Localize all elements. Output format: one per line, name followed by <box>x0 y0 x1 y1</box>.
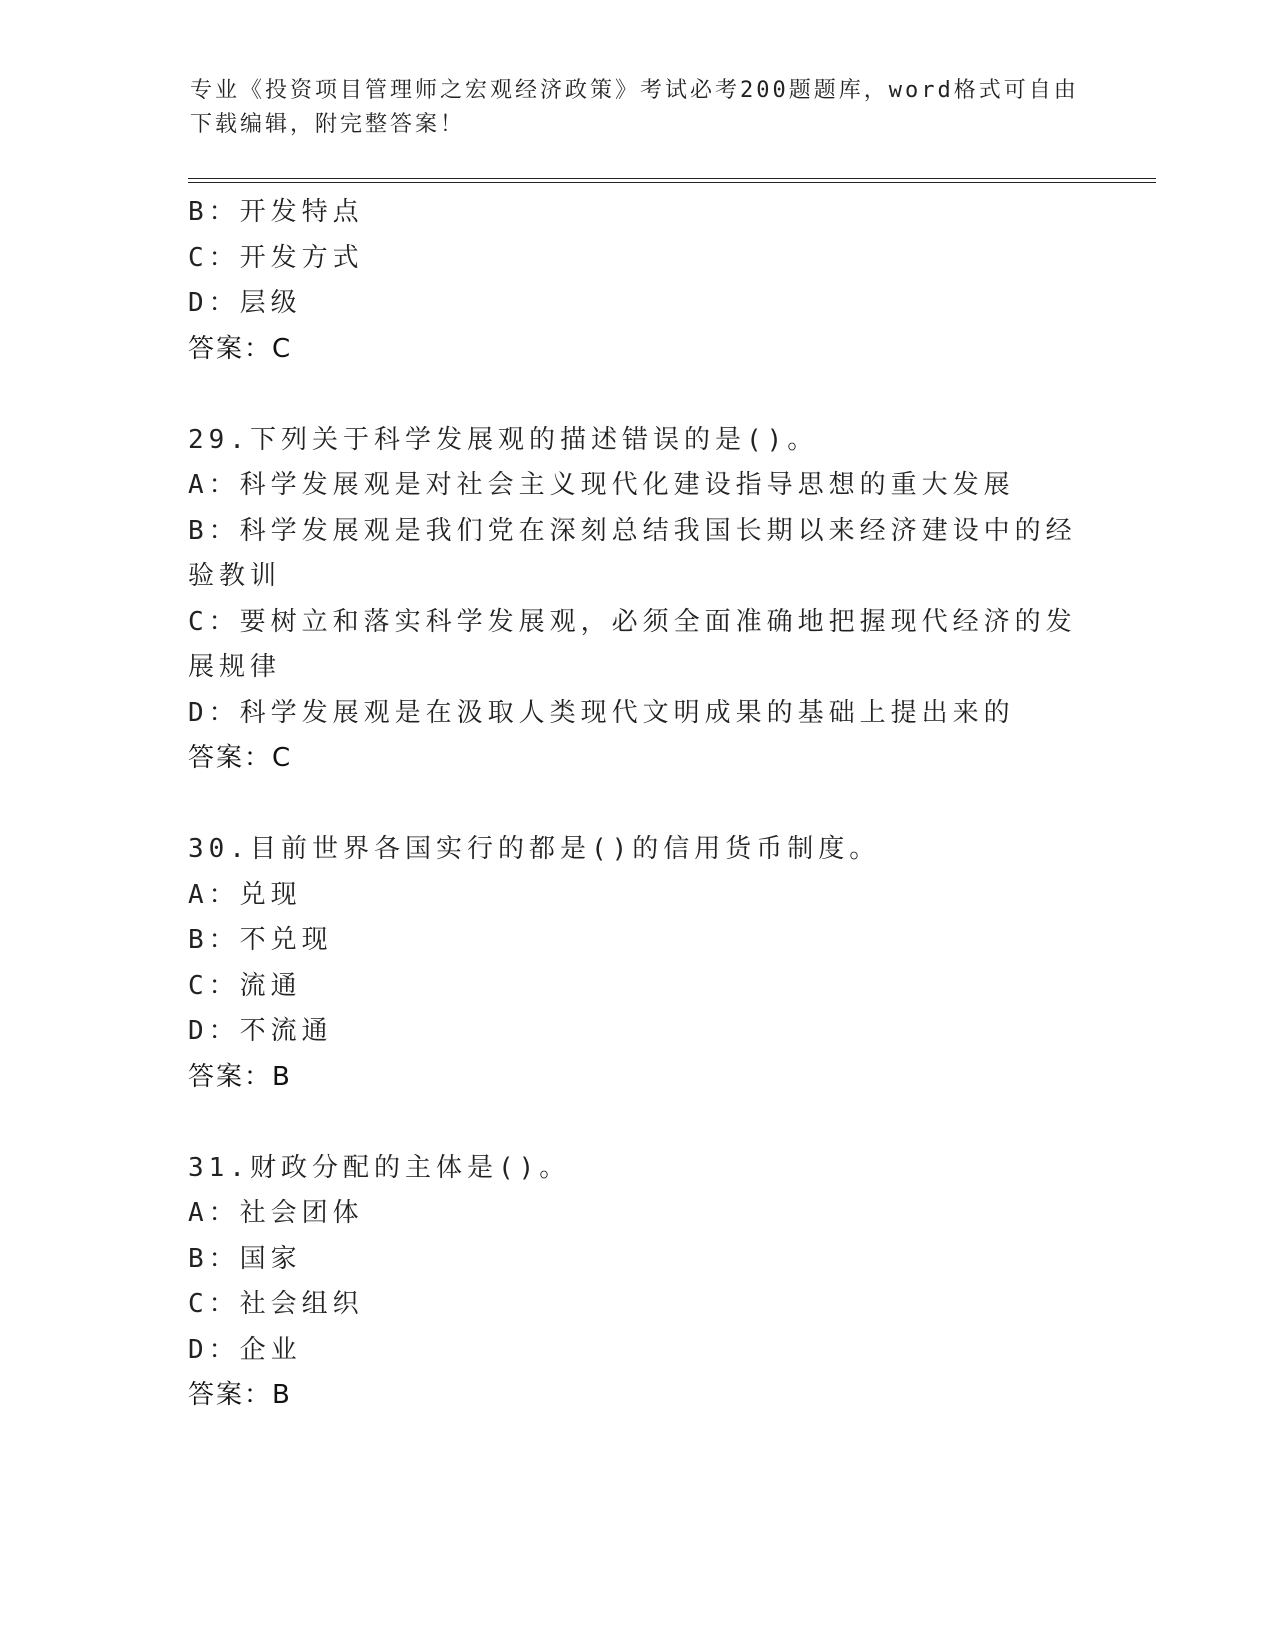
question-block-31 <box>188 1146 1088 1419</box>
answer-line: 答案：C <box>188 743 293 773</box>
spacer <box>188 372 1088 418</box>
question-block-30 <box>188 827 1088 1100</box>
option-a: A：兑现 <box>188 879 302 910</box>
option-c: C：开发方式 <box>188 242 364 273</box>
option-d: D：层级 <box>188 288 302 318</box>
question-list <box>188 190 1088 1419</box>
question-text: 31.财政分配的主体是()。 <box>188 1152 571 1183</box>
option-c: C：社会组织 <box>188 1289 364 1319</box>
option-d: D：不流通 <box>188 1016 333 1046</box>
option-b: B：开发特点 <box>188 197 364 227</box>
spacer <box>188 782 1088 828</box>
answer-line: 答案：B <box>188 1061 292 1092</box>
header-rule-top <box>188 178 1156 179</box>
question-text: 30.目前世界各国实行的都是()的信用货币制度。 <box>188 834 881 864</box>
option-d: D：企业 <box>188 1334 302 1365</box>
document-header: 专业《投资项目管理师之宏观经济政策》考试必考200题题库，word格式可自由下载编辑，附完整答案！ <box>190 78 1079 137</box>
header-rule-bottom <box>188 182 1156 183</box>
answer-line: 答案：B <box>188 1380 292 1410</box>
option-c: C：要树立和落实科学发展观，必须全面准确地把握现代经济的发展规律 <box>188 606 1077 682</box>
option-c: C：流通 <box>188 970 302 1001</box>
question-block-29 <box>188 418 1088 782</box>
answer-line: 答案：C <box>188 333 293 364</box>
option-a: A：社会团体 <box>188 1198 364 1228</box>
question-text: 29.下列关于科学发展观的描述错误的是()。 <box>188 424 819 455</box>
option-d: D：科学发展观是在汲取人类现代文明成果的基础上提出来的 <box>188 697 1015 728</box>
option-b: B：国家 <box>188 1243 302 1274</box>
option-b: B：科学发展观是我们党在深刻总结我国长期以来经济建设中的经验教训 <box>188 515 1077 591</box>
option-b: B：不兑现 <box>188 925 333 955</box>
spacer <box>188 1100 1088 1146</box>
option-a: A：科学发展观是对社会主义现代化建设指导思想的重大发展 <box>188 470 1015 500</box>
question-block-partial <box>188 190 1088 372</box>
